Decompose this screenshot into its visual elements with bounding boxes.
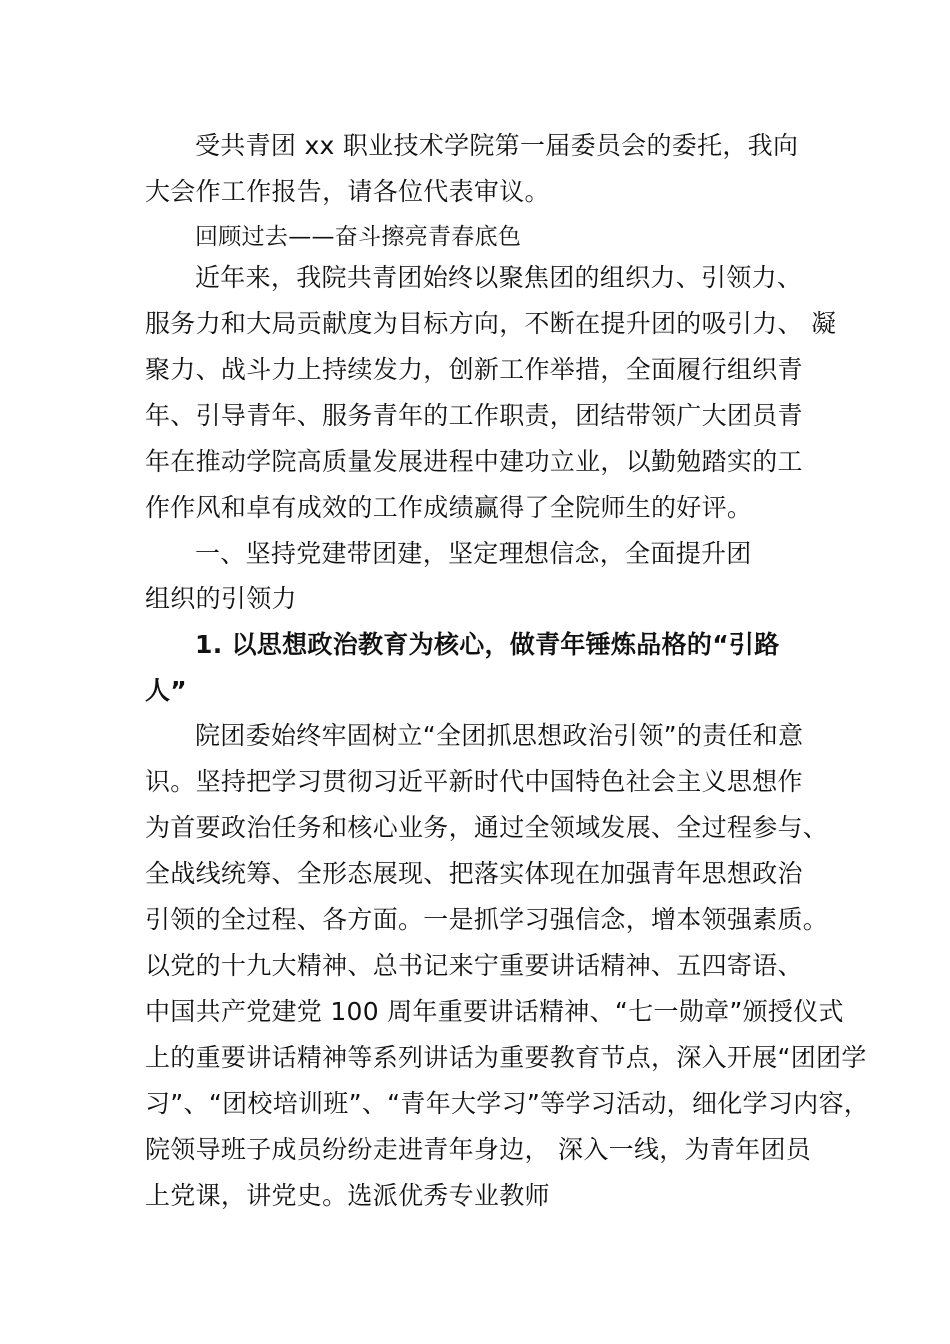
paragraph-review-line-6: 作作风和卓有成效的工作成绩赢得了全院师生的好评。 [145, 493, 753, 522]
paragraph-body-line-3: 为首要政治任务和核心业务，通过全领域发展、全过程参与、 [145, 813, 829, 842]
section-heading-one-line-2: 组织的引领力 [145, 584, 297, 613]
paragraph-body-line-7: 中国共产党建党 100 周年重要讲话精神、“七一勋章”颁授仪式 [145, 997, 844, 1026]
subheading-one-line-1: 1. 以思想政治教育为核心，做青年锤炼品格的“引路 [195, 630, 780, 659]
paragraph-body-line-10: 院领导班子成员纷纷走进青年身边， 深入一线，为青年团员 [145, 1135, 812, 1164]
paragraph-body-line-11: 上党课，讲党史。选派优秀专业教师 [145, 1181, 550, 1210]
paragraph-body-line-8: 上的重要讲话精神等系列讲话为重要教育节点，深入开展“团团学 [145, 1043, 867, 1072]
section-heading-review: 回顾过去——奋斗擦亮青春底色 [195, 224, 522, 250]
paragraph-review-line-1: 近年来，我院共青团始终以聚焦团的组织力、引领力、 [195, 263, 803, 292]
paragraph-body-line-1: 院团委始终牢固树立“全团抓思想政治引领”的责任和意 [195, 721, 804, 750]
section-heading-one-line-1: 一、坚持党建带团建，坚定理想信念，全面提升团 [195, 539, 752, 568]
paragraph-body-line-4: 全战线统筹、全形态展现、把落实体现在加强青年思想政治 [145, 859, 803, 888]
paragraph-review-line-3: 聚力、战斗力上持续发力，创新工作举措，全面履行组织青 [145, 355, 803, 384]
paragraph-review-line-4: 年、引导青年、服务青年的工作职责，团结带领广大团员青 [145, 401, 803, 430]
paragraph-body-line-2: 识。坚持把学习贯彻习近平新时代中国特色社会主义思想作 [145, 767, 803, 796]
paragraph-review-line-2: 服务力和大局贡献度为目标方向，不断在提升团的吸引力、 凝 [145, 309, 837, 338]
paragraph-review-line-5: 年在推动学院高质量发展进程中建功立业，以勤勉踏实的工 [145, 447, 803, 476]
paragraph-body-line-9: 习”、“团校培训班”、“青年大学习”等学习活动，细化学习内容， [145, 1089, 870, 1118]
paragraph-body-line-6: 以党的十九大精神、总书记来宁重要讲话精神、五四寄语、 [145, 951, 803, 980]
paragraph-intro-line-1: 受共青团 xx 职业技术学院第一届委员会的委托，我向 [195, 131, 799, 160]
paragraph-body-line-5: 引领的全过程、各方面。一是抓学习强信念，增本领强素质。 [145, 905, 829, 934]
subheading-one-line-2: 人” [145, 676, 188, 705]
paragraph-intro-line-2: 大会作工作报告，请各位代表审议。 [145, 177, 550, 206]
